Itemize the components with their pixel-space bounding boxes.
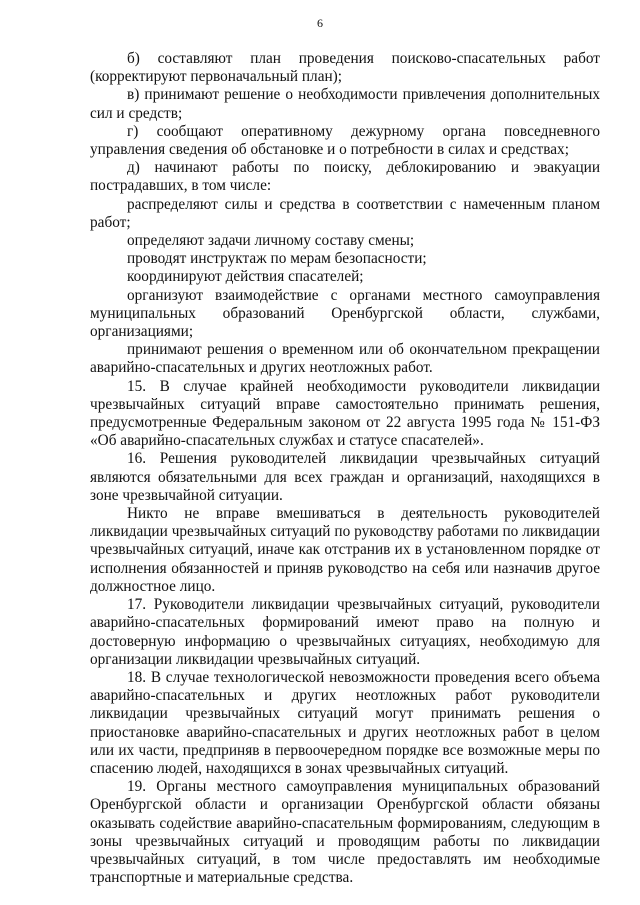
page-number: 6 [317,16,323,30]
paragraph-stop-works-decision: принимают решения о временном или об окончательном прекращении аварийно-спасательных и других неотложных работ. [90,341,600,377]
paragraph-19: 19. Органы местного самоуправления муниципальных образований Оренбургской области и организации Оренбургской области обязаны оказывать содействие аварийно-спасательным формированиям, следующим в зоны чрезвычайных ситуаций и проводящим работы по ликвидации чрезвычайных ситуаций, в том числе предоставлять им необходимые транспортные и материальные средства. [90,778,600,887]
paragraph-16: 16. Решения руководителей ликвидации чрезвычайных ситуаций являются обязательными для всех граждан и организаций, находящихся в зоне чрезвычайной ситуации. [90,450,600,504]
paragraph-organize-interaction: организуют взаимодействие с органами местного самоуправления муниципальных образований Оренбургской области, службами, организациями; [90,286,600,341]
paragraph-18: 18. В случае технологической невозможности проведения всего объема аварийно-спасательных и других неотложных работ руководители ликвидации чрезвычайных ситуаций могут принимать решения о приостановке аварийно-спасательных и других неотложных работ в целом или их части, предприняв в первоочередном порядке все возможные меры по спасению людей, находящихся в зонах чрезвычайных ситуаций. [90,668,600,777]
paragraph-coordinate-rescuers: координируют действия спасателей; [127,268,364,286]
paragraph-17: 17. Руководители ликвидации чрезвычайных ситуаций, руководители аварийно-спасательных формирований имеют право на полную и достоверную информацию о чрезвычайных ситуациях, необходимую для организации ликвидации чрезвычайных ситуаций. [90,596,600,668]
document-body [90,50,600,887]
paragraph-15: 15. В случае крайней необходимости руководители ликвидации чрезвычайных ситуаций вправе самостоятельно принимать решения, предусмотренные Федеральным законом от 22 августа 1995 года № 151-ФЗ «Об аварийно-спасательных службах и статусе спасателей». [90,377,600,450]
paragraph-safety-briefing: проводят инструктаж по мерам безопасности; [127,250,427,268]
paragraph-g-report-to-duty-officer: г) сообщают оперативному дежурному органа повседневного управления сведения об обстановке и о потребности в силах и средствах; [90,122,600,159]
paragraph-v-additional-forces: в) принимают решение о необходимости привлечения дополнительных сил и средств; [90,86,600,122]
paragraph-no-interference: Никто не вправе вмешиваться в деятельность руководителей ликвидации чрезвычайных ситуаций по руководству работами по ликвидации чрезвычайных ситуаций, иначе как отстранив их в установленном порядке от исполнения обязанностей и приняв руководство на себя или назначив другое должностное лицо. [90,505,600,595]
paragraph-d-start-works: д) начинают работы по поиску, деблокированию и эвакуации пострадавших, в том числе: [90,159,600,195]
paragraph-distribute-forces: распределяют силы и средства в соответствии с намеченным планом работ; [90,195,600,231]
paragraph-define-tasks: определяют задачи личному составу смены; [127,232,415,250]
paragraph-b-search-rescue-plan: б) составляют план проведения поисково-спасательных работ (корректируют первоначальный план); [90,50,600,86]
